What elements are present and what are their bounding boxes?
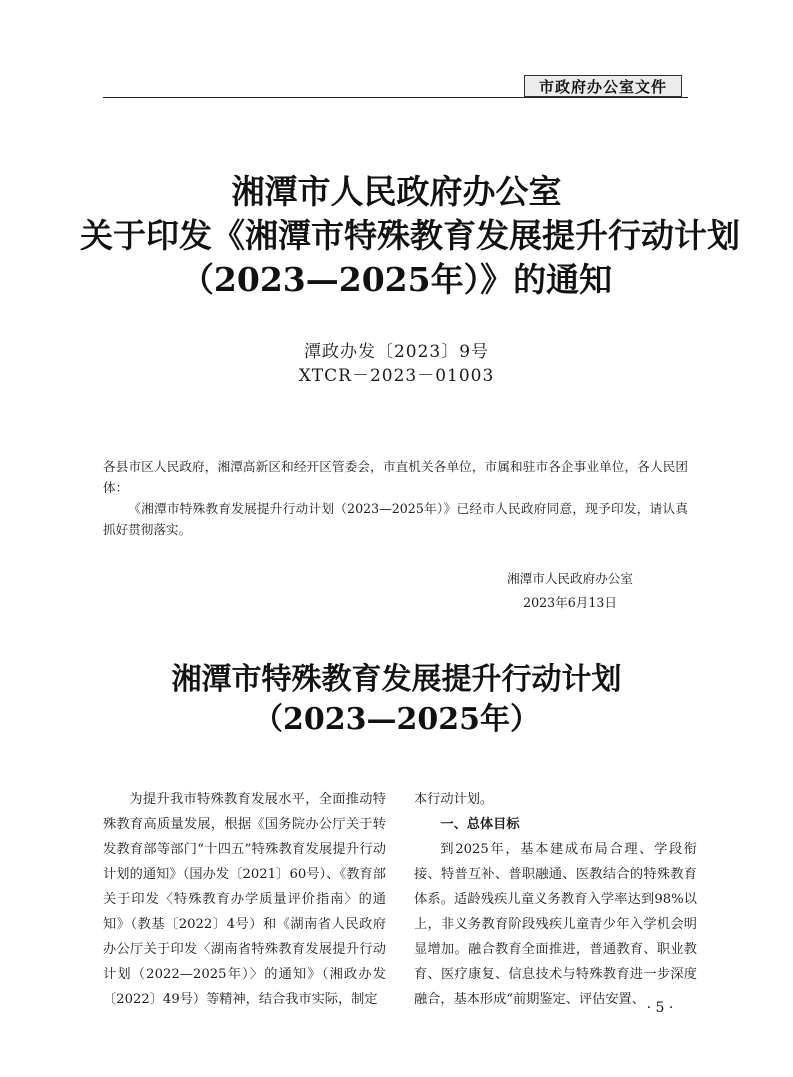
section-1-heading: 一、总体目标 bbox=[440, 817, 520, 832]
notice-title-line-1: 湘潭市人民政府办公室 bbox=[231, 172, 562, 211]
body-column-right bbox=[414, 787, 697, 1012]
document-number bbox=[150, 340, 643, 388]
plan-title-line-1: 湘潭市特殊教育发展提升行动计划 bbox=[171, 662, 622, 697]
header-rule bbox=[103, 97, 688, 98]
signature-org: 湘潭市人民政府办公室 bbox=[507, 571, 633, 586]
document-number-line-1: 潭政办发〔2023〕9号 bbox=[303, 342, 490, 362]
notice-title-line-2: 关于印发《湘潭市特殊教育发展提升行动计划 bbox=[80, 216, 740, 255]
signature-date: 2023年6月13日 bbox=[523, 595, 617, 610]
notice-content: 《湘潭市特殊教育发展提升行动计划（2023—2025年）》已经市人民政府同意，现予印发，请认真抓好贯彻落实。 bbox=[103, 501, 688, 537]
signature-block bbox=[470, 567, 670, 615]
plan-title bbox=[100, 660, 693, 740]
notice-body bbox=[103, 456, 688, 540]
body-column-left bbox=[103, 787, 386, 1012]
section-1-paragraph: 到2025年，基本建成布局合理、学段衔接、特普互补、普职融通、医教结合的特殊教育体系。适龄残疾儿童义务教育入学率达到98%以上，非义务教育阶段残疾儿童青少年入学机会明显增加。融合教育全面推进，普通教育、职业教育、医疗康复、信息技术与特殊教育进一步深度融合，基本形成“前期鉴定、评估安置、 bbox=[414, 842, 697, 1007]
intro-paragraph: 为提升我市特殊教育发展水平，全面推动特殊教育高质量发展，根据《国务院办公厅关于转发教育部等部门“十四五”特殊教育发展提升行动计划的通知》（国办发〔2021〕60号）、《教育部关于印发〈特殊教育办学质量评价指南〉的通知》（教基〔2022〕4号）和《湖南省人民政府办公厅关于印发〈湖南省特殊教育发展提升行动计划（2022—2025年）〉的通知》（湘政办发〔2022〕49号）等精神，结合我市实际，制定 bbox=[103, 792, 386, 1007]
notice-recipients: 各县市区人民政府，湘潭高新区和经开区管委会，市直机关各单位，市属和驻市各企事业单位，各人民团体： bbox=[103, 459, 688, 495]
document-number-line-2: XTCR－2023－01003 bbox=[298, 366, 495, 386]
page-number: · 5 · bbox=[646, 1000, 674, 1016]
intro-paragraph-continued: 本行动计划。 bbox=[414, 792, 494, 807]
notice-title bbox=[80, 170, 740, 302]
header-section-tag: 市政府办公室文件 bbox=[524, 75, 682, 97]
notice-title-line-3: （2023—2025年）》的通知 bbox=[180, 260, 613, 299]
plan-title-line-2: （2023—2025年） bbox=[253, 702, 540, 737]
